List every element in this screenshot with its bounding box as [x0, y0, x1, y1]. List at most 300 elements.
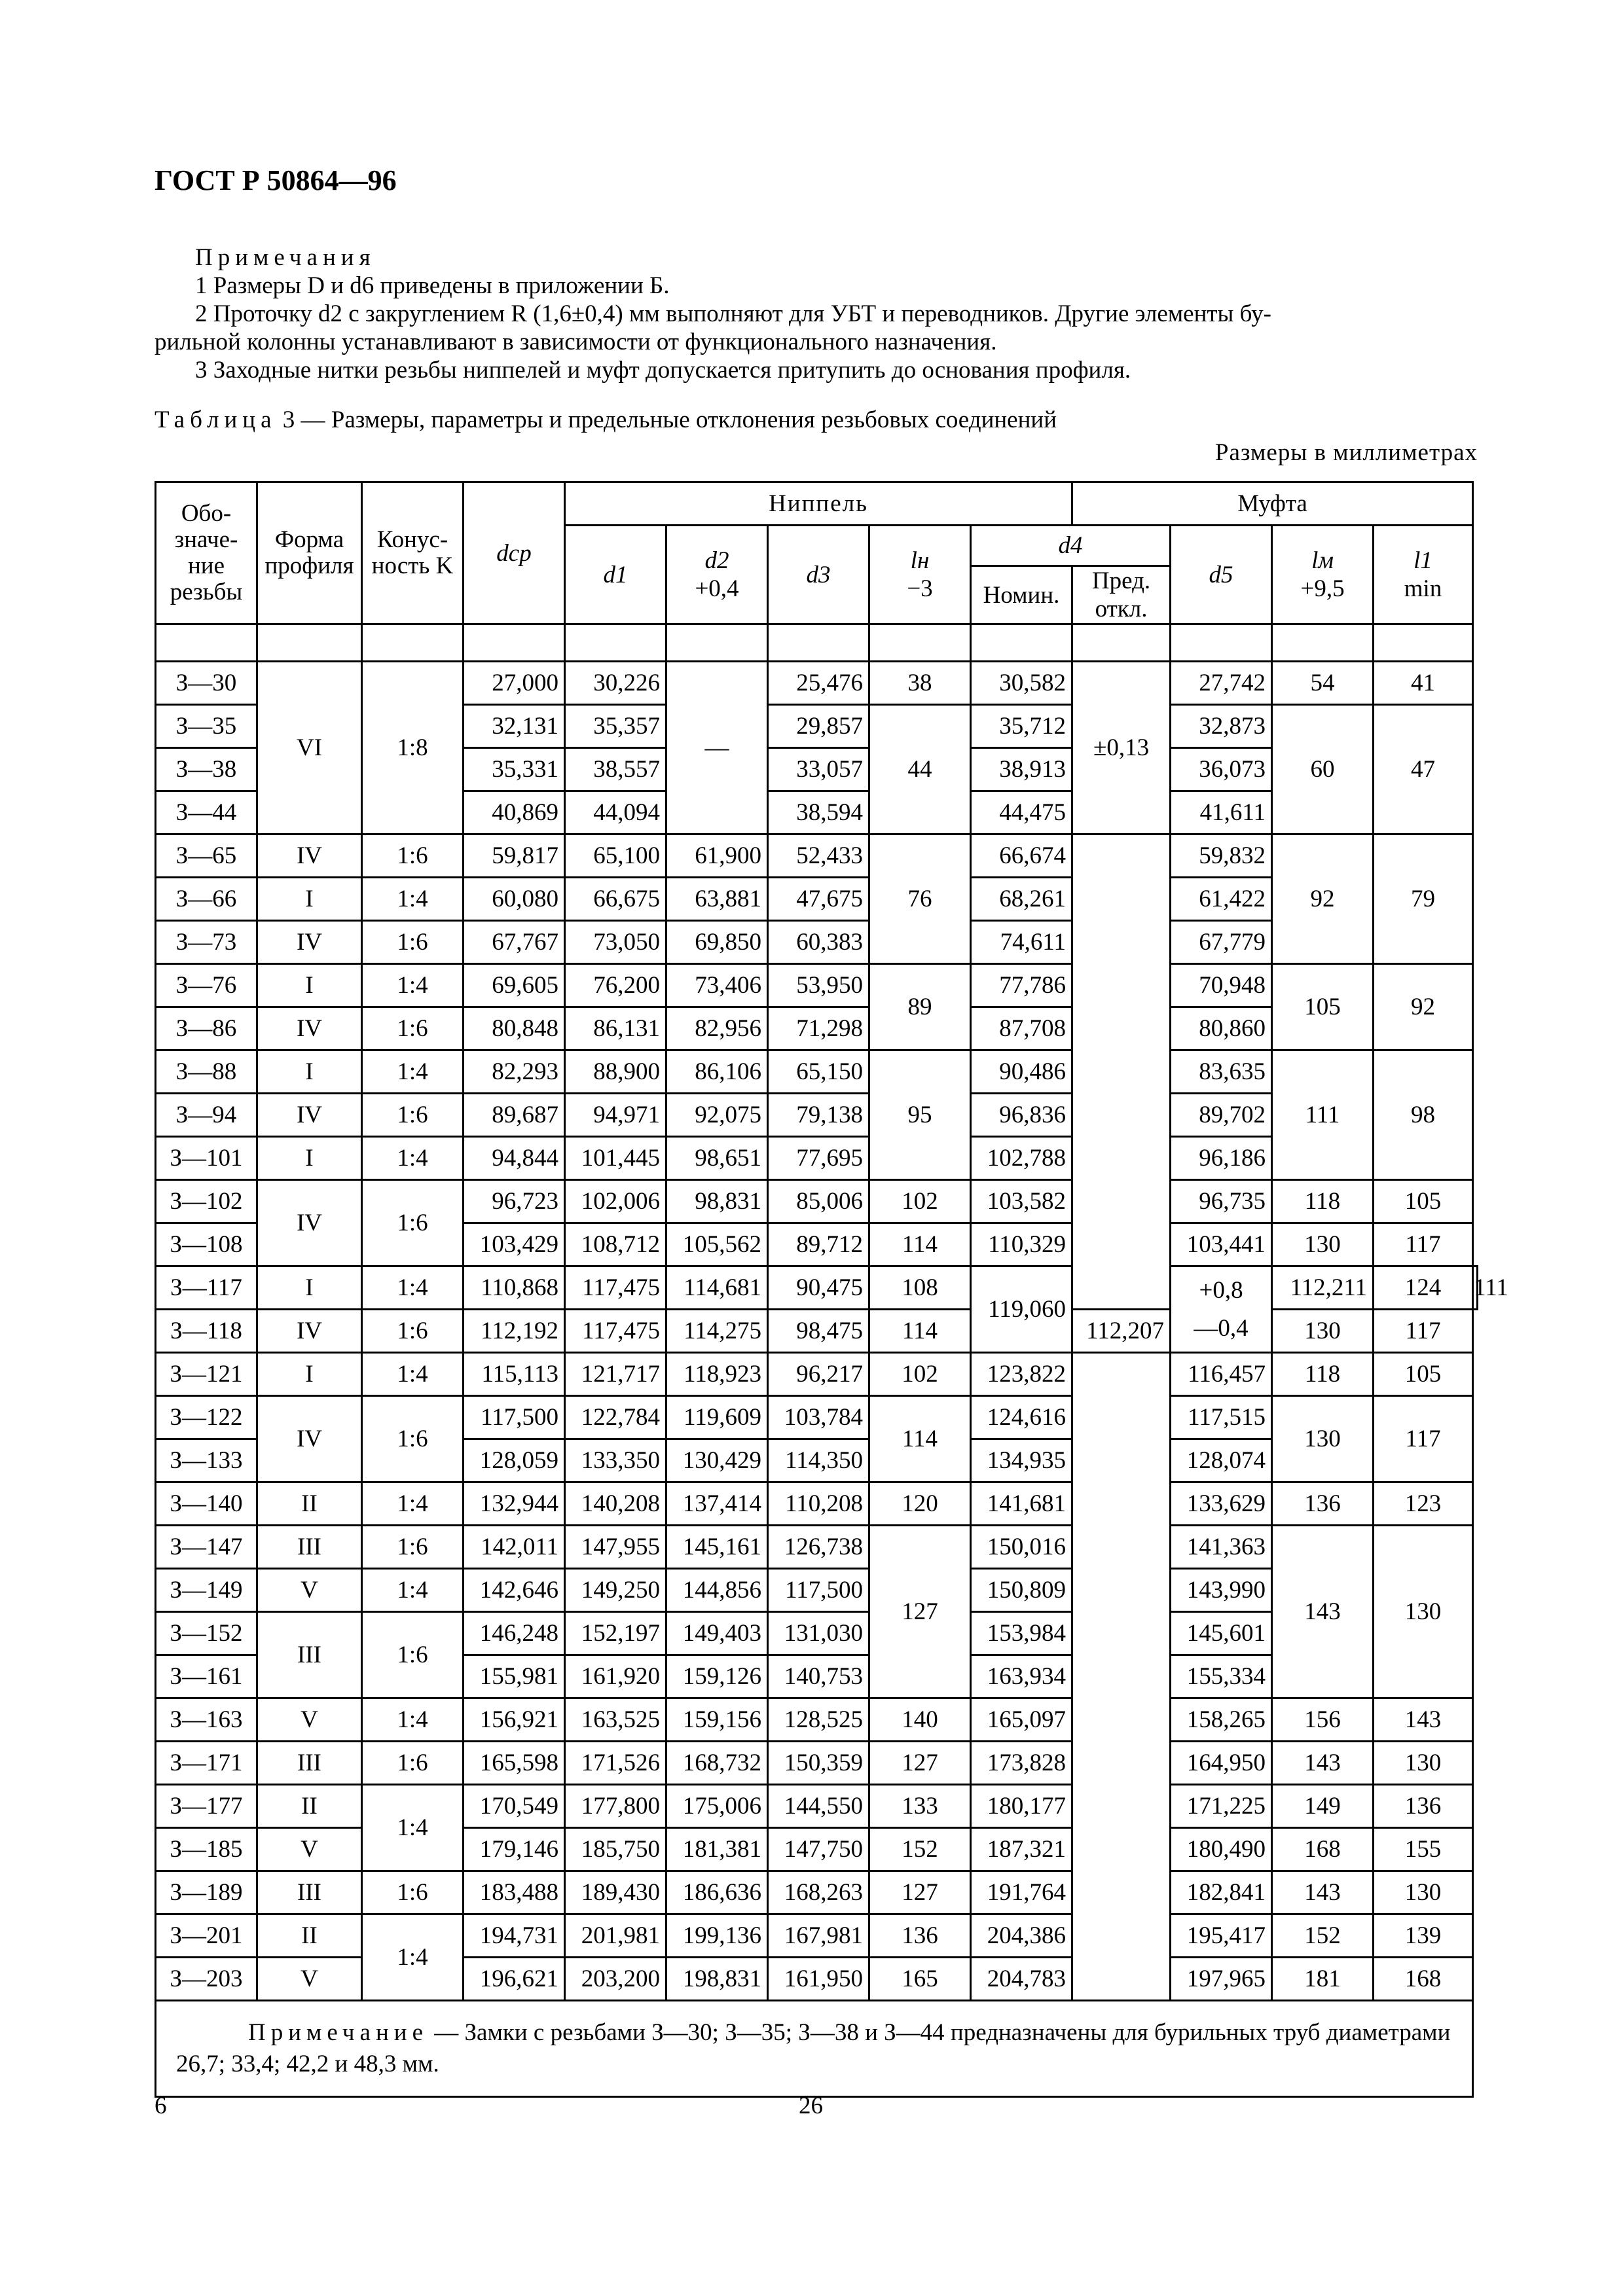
d3-value: 131,030 [768, 1612, 869, 1655]
d1-value: 117,475 [565, 1266, 666, 1310]
table-note-prefix: Примечание [248, 2019, 428, 2046]
merged-cell: 127 [869, 1526, 971, 1698]
merged-cell: 1:4 [362, 878, 464, 921]
d2-value: 114,681 [666, 1266, 768, 1310]
lm-value: 124 [1374, 1266, 1473, 1310]
d3-value: 167,981 [768, 1914, 869, 1958]
lm-value: 143 [1272, 1871, 1374, 1914]
dcp-value: 128,059 [464, 1439, 565, 1482]
thread-designation: З—108 [156, 1223, 257, 1266]
d5-value: 158,265 [1171, 1698, 1272, 1742]
taper-value: 1:6 [362, 1871, 464, 1914]
d2-value: 73,406 [666, 964, 768, 1007]
table-row [156, 1266, 1478, 1310]
d4-nominal-value: 150,016 [971, 1526, 1072, 1569]
table-row [156, 834, 1478, 878]
d1-value: 203,200 [565, 1958, 666, 2001]
d3-value: 89,712 [768, 1223, 869, 1266]
d5-value: 27,742 [1171, 662, 1272, 705]
thread-designation: З—189 [156, 1871, 257, 1914]
table-row [156, 1180, 1478, 1223]
d3-value: 98,475 [768, 1310, 869, 1353]
merged-cell: 1:6 [362, 1396, 464, 1482]
merged-cell: 1:4 [362, 1914, 464, 2001]
merged-cell: 1:6 [362, 1094, 464, 1137]
merged-cell: 41 [1374, 662, 1473, 705]
l1-value: 130 [1374, 1742, 1473, 1785]
thread-designation: З—149 [156, 1569, 257, 1612]
merged-cell: 119,060 [971, 1266, 1072, 1353]
table-row [156, 1742, 1478, 1785]
d5-value: 96,186 [1171, 1137, 1272, 1180]
merged-cell: 1:6 [362, 921, 464, 964]
dcp-value: 183,488 [464, 1871, 565, 1914]
merged-cell: I [257, 964, 362, 1007]
d3-value: 161,950 [768, 1958, 869, 2001]
thread-designation: З—65 [156, 834, 257, 878]
d4-nominal-value: 153,984 [971, 1612, 1072, 1655]
dcp-value: 103,429 [464, 1223, 565, 1266]
d4-nominal-value: 150,809 [971, 1569, 1072, 1612]
merged-cell: 114 [869, 1396, 971, 1482]
table-row [156, 1396, 1478, 1439]
d1-value: 161,920 [565, 1655, 666, 1698]
d1-value: 73,050 [565, 921, 666, 964]
l1-value: 136 [1374, 1785, 1473, 1828]
d3-value: 85,006 [768, 1180, 869, 1223]
d1-value: 201,981 [565, 1914, 666, 1958]
d1-value: 35,357 [565, 705, 666, 748]
header-lm [1272, 526, 1374, 624]
ln-value: 108 [869, 1266, 971, 1310]
table-row [156, 662, 1478, 705]
dcp-value: 35,331 [464, 748, 565, 791]
ln-value: 127 [869, 1742, 971, 1785]
d4-nominal-value: 87,708 [971, 1007, 1072, 1050]
ln-value: 136 [869, 1914, 971, 1958]
merged-cell: IV [257, 921, 362, 964]
d2-value: 69,850 [666, 921, 768, 964]
ln-value: 102 [869, 1180, 971, 1223]
d2-value: 145,161 [666, 1526, 768, 1569]
table-row [156, 1353, 1478, 1396]
lm-value: 130 [1272, 1310, 1374, 1353]
lm-value: 168 [1272, 1828, 1374, 1871]
d3-value: 53,950 [768, 964, 869, 1007]
header-designation: Обо- значе- ние резьбы [156, 482, 257, 624]
d5-value: 83,635 [1171, 1050, 1272, 1094]
merged-cell: 1:6 [362, 1612, 464, 1698]
l1-value: 111 [1473, 1266, 1478, 1310]
d3-value: 33,057 [768, 748, 869, 791]
d3-value: 60,383 [768, 921, 869, 964]
d2-value: 119,609 [666, 1396, 768, 1439]
header-profile: Форма профиля [257, 482, 362, 624]
header-d4-nominal: Номин. [971, 566, 1072, 624]
header-nipple: Ниппель [565, 482, 1072, 526]
header-l1-min: min [1404, 575, 1442, 602]
d5-value: 32,873 [1171, 705, 1272, 748]
d2-value: 105,562 [666, 1223, 768, 1266]
merged-cell: 1:4 [362, 1785, 464, 1871]
d1-value: 88,900 [565, 1050, 666, 1094]
thread-designation: З—201 [156, 1914, 257, 1958]
merged-cell: IV [257, 1007, 362, 1050]
lm-value: 152 [1272, 1914, 1374, 1958]
merged-cell: 1:4 [362, 1050, 464, 1094]
d2-value: 175,006 [666, 1785, 768, 1828]
d4-nominal-value: 30,582 [971, 662, 1072, 705]
taper-value: 1:6 [362, 1742, 464, 1785]
page-number-left: 6 [155, 2092, 167, 2119]
d3-value: 47,675 [768, 878, 869, 921]
table-row [156, 1526, 1478, 1569]
ln-value: 133 [869, 1785, 971, 1828]
d3-value: 52,433 [768, 834, 869, 878]
thread-designation: З—163 [156, 1698, 257, 1742]
dcp-value: 60,080 [464, 878, 565, 921]
header-d1: d1 [565, 526, 666, 624]
d4-nominal-value: 180,177 [971, 1785, 1072, 1828]
merged-cell: 1:8 [362, 662, 464, 834]
dcp-value: 112,192 [464, 1310, 565, 1353]
thread-designation: З—117 [156, 1266, 257, 1310]
table-row [156, 1785, 1478, 1828]
merged-cell: 1:6 [362, 1007, 464, 1050]
d4-nominal-value: 90,486 [971, 1050, 1072, 1094]
d4-nominal-value: 204,386 [971, 1914, 1072, 1958]
d5-value: 70,948 [1171, 964, 1272, 1007]
lm-value: 118 [1272, 1180, 1374, 1223]
merged-cell: 92 [1272, 834, 1374, 964]
dcp-value: 146,248 [464, 1612, 565, 1655]
d2-value: 114,275 [666, 1310, 768, 1353]
merged-cell: 117 [1374, 1396, 1473, 1482]
header-d4-deviation: Пред. откл. [1072, 566, 1171, 624]
table-row [156, 1050, 1478, 1094]
note-line: 3 Заходные нитки резьбы ниппелей и муфт допускается притупить до основания профиля. [195, 357, 1131, 384]
table-row [156, 1958, 1478, 2001]
d5-value: 143,990 [1171, 1569, 1272, 1612]
d3-value: 114,350 [768, 1439, 869, 1482]
thread-designation: З—101 [156, 1137, 257, 1180]
table-caption-prefix: Таблица [155, 406, 277, 433]
d5-value: 36,073 [1171, 748, 1272, 791]
ln-value: 152 [869, 1828, 971, 1871]
merged-cell: 76 [869, 834, 971, 964]
d5-value: 103,441 [1171, 1223, 1272, 1266]
merged-cell: IV [257, 1094, 362, 1137]
deviation-plus-minus [1171, 1266, 1272, 1353]
d1-value: 122,784 [565, 1396, 666, 1439]
d1-value: 147,955 [565, 1526, 666, 1569]
l1-value: 117 [1374, 1310, 1473, 1353]
d5-value: 89,702 [1171, 1094, 1272, 1137]
header-lm-tolerance: +9,5 [1300, 575, 1345, 602]
d2-value: 159,126 [666, 1655, 768, 1698]
lm-value: 136 [1272, 1482, 1374, 1526]
d4-nominal-value: 38,913 [971, 748, 1072, 791]
merged-cell: 95 [869, 1050, 971, 1180]
taper-value: 1:4 [362, 1353, 464, 1396]
profile-form: III [257, 1526, 362, 1569]
d2-value: 186,636 [666, 1871, 768, 1914]
d5-value: 141,363 [1171, 1526, 1272, 1569]
thread-designation: З—133 [156, 1439, 257, 1482]
d1-value: 38,557 [565, 748, 666, 791]
d5-value: 112,207 [1072, 1310, 1171, 1353]
thread-designation: З—44 [156, 791, 257, 834]
d4-nominal-value: 66,674 [971, 834, 1072, 878]
document-code: ГОСТ Р 50864—96 [155, 164, 397, 196]
merged-cell: IV [257, 1180, 362, 1266]
d4-nominal-value: 77,786 [971, 964, 1072, 1007]
note-line: 2 Проточку d2 с закруглением R (1,6±0,4) мм выполняют для УБТ и переводников. Другие элементы бу- [195, 300, 1271, 327]
d2-value: 168,732 [666, 1742, 768, 1785]
d1-value: 30,226 [565, 662, 666, 705]
d5-value: 96,735 [1171, 1180, 1272, 1223]
thread-designation: З—203 [156, 1958, 257, 2001]
merged-cell: 111 [1272, 1050, 1374, 1180]
lm-value: 156 [1272, 1698, 1374, 1742]
profile-form: I [257, 1266, 362, 1310]
units-label: Размеры в миллиметрах [1214, 439, 1478, 466]
d4-nominal-value: 191,764 [971, 1871, 1072, 1914]
deviation-cell-blank [1072, 834, 1171, 1310]
d4-nominal-value: 204,783 [971, 1958, 1072, 2001]
d5-value: 180,490 [1171, 1828, 1272, 1871]
lm-value: 143 [1272, 1742, 1374, 1785]
d1-value: 163,525 [565, 1698, 666, 1742]
thread-designation: З—121 [156, 1353, 257, 1396]
l1-value: 117 [1374, 1223, 1473, 1266]
thread-designation: З—140 [156, 1482, 257, 1526]
merged-cell: IV [257, 834, 362, 878]
thread-designation: З—35 [156, 705, 257, 748]
dcp-value: 110,868 [464, 1266, 565, 1310]
merged-cell: 54 [1272, 662, 1374, 705]
d2-value: 181,381 [666, 1828, 768, 1871]
header-taper: Конус- ность K [362, 482, 464, 624]
thread-designation: З—73 [156, 921, 257, 964]
ln-value: 114 [869, 1310, 971, 1353]
dcp-value: 156,921 [464, 1698, 565, 1742]
merged-cell: IV [257, 1396, 362, 1482]
d5-value: 61,422 [1171, 878, 1272, 921]
merged-cell: 44 [869, 705, 971, 834]
d5-value: 128,074 [1171, 1439, 1272, 1482]
d4-nominal-value: 173,828 [971, 1742, 1072, 1785]
dcp-value: 117,500 [464, 1396, 565, 1439]
header-dcp: dср [464, 482, 565, 624]
taper-value: 1:6 [362, 1526, 464, 1569]
d3-value: 168,263 [768, 1871, 869, 1914]
d2-value: 149,403 [666, 1612, 768, 1655]
profile-form: II [257, 1482, 362, 1526]
l1-value: 168 [1374, 1958, 1473, 2001]
d1-value: 76,200 [565, 964, 666, 1007]
d5-value: 116,457 [1171, 1353, 1272, 1396]
table-row [156, 1698, 1478, 1742]
thread-designation: З—76 [156, 964, 257, 1007]
thread-designation: З—30 [156, 662, 257, 705]
notes-heading: Примечания [195, 244, 376, 271]
profile-form: V [257, 1698, 362, 1742]
merged-cell: 1:6 [362, 834, 464, 878]
d3-value: 71,298 [768, 1007, 869, 1050]
ln-value: 102 [869, 1353, 971, 1396]
header-d2-symbol: d2 [704, 547, 729, 574]
dcp-value: 89,687 [464, 1094, 565, 1137]
d4-nominal-value: 68,261 [971, 878, 1072, 921]
deviation-cell-blank [1072, 1353, 1171, 2001]
d1-value: 102,006 [565, 1180, 666, 1223]
table-caption-text: 3 — Размеры, параметры и предельные отклонения резьбовых соединений [282, 406, 1057, 433]
d5-value: 112,211 [1272, 1266, 1374, 1310]
note-line: 1 Размеры D и d6 приведены в приложении Б. [195, 272, 670, 299]
d3-value: 103,784 [768, 1396, 869, 1439]
d5-value: 41,611 [1171, 791, 1272, 834]
merged-cell: I [257, 878, 362, 921]
header-l1 [1374, 526, 1473, 624]
l1-value: 155 [1374, 1828, 1473, 1871]
d5-value: 80,860 [1171, 1007, 1272, 1050]
thread-designation: З—185 [156, 1828, 257, 1871]
l1-value: 105 [1374, 1353, 1473, 1396]
l1-value: 123 [1374, 1482, 1473, 1526]
thread-designation: З—88 [156, 1050, 257, 1094]
thread-designation: З—38 [156, 748, 257, 791]
table-row [156, 1828, 1478, 1871]
header-ln-symbol: lн [910, 547, 930, 574]
d2-value: 61,900 [666, 834, 768, 878]
d1-value: 171,526 [565, 1742, 666, 1785]
deviation-minus: —0,4 [1194, 1314, 1249, 1342]
d2-value: 118,923 [666, 1353, 768, 1396]
thread-designation: З—102 [156, 1180, 257, 1223]
d2-value: 198,831 [666, 1958, 768, 2001]
header-l1-symbol: l1 [1413, 547, 1432, 574]
thread-designation: З—66 [156, 878, 257, 921]
thread-designation: З—152 [156, 1612, 257, 1655]
merged-cell: 92 [1374, 964, 1473, 1050]
merged-cell: 130 [1374, 1526, 1473, 1698]
d3-value: 96,217 [768, 1353, 869, 1396]
merged-cell: VI [257, 662, 362, 834]
d4-nominal-value: 96,836 [971, 1094, 1072, 1137]
lm-value: 181 [1272, 1958, 1374, 2001]
d1-value: 185,750 [565, 1828, 666, 1871]
d3-value: 79,138 [768, 1094, 869, 1137]
profile-form: V [257, 1958, 362, 2001]
d3-value: 90,475 [768, 1266, 869, 1310]
header-d4: d4 [971, 526, 1171, 566]
dcp-value: 82,293 [464, 1050, 565, 1094]
thread-designation: З—177 [156, 1785, 257, 1828]
d4-nominal-value: 74,611 [971, 921, 1072, 964]
lm-value: 149 [1272, 1785, 1374, 1828]
dcp-value: 165,598 [464, 1742, 565, 1785]
d1-value: 66,675 [565, 878, 666, 921]
d1-value: 86,131 [565, 1007, 666, 1050]
profile-form: III [257, 1742, 362, 1785]
table-note-row [156, 2001, 1478, 2097]
lm-value: 130 [1272, 1223, 1374, 1266]
dcp-value: 196,621 [464, 1958, 565, 2001]
merged-cell: 143 [1272, 1526, 1374, 1698]
d5-value: 155,334 [1171, 1655, 1272, 1698]
profile-form: II [257, 1785, 362, 1828]
dcp-value: 32,131 [464, 705, 565, 748]
d4-nominal-value: 163,934 [971, 1655, 1072, 1698]
d1-value: 44,094 [565, 791, 666, 834]
header-d3: d3 [768, 526, 869, 624]
d3-value: 144,550 [768, 1785, 869, 1828]
d3-value: 150,359 [768, 1742, 869, 1785]
d1-value: 94,971 [565, 1094, 666, 1137]
table-note [156, 2001, 1473, 2097]
l1-value: 105 [1374, 1180, 1473, 1223]
d5-value: 164,950 [1171, 1742, 1272, 1785]
d4-nominal-value: 124,616 [971, 1396, 1072, 1439]
d3-value: 65,150 [768, 1050, 869, 1094]
header-d2 [666, 526, 768, 624]
d2-value: 82,956 [666, 1007, 768, 1050]
d3-value: 140,753 [768, 1655, 869, 1698]
thread-designation: З—118 [156, 1310, 257, 1353]
dcp-value: 132,944 [464, 1482, 565, 1526]
merged-cell: — [666, 662, 768, 834]
profile-form: V [257, 1569, 362, 1612]
d1-value: 133,350 [565, 1439, 666, 1482]
merged-cell: 1:6 [362, 1180, 464, 1266]
dcp-value: 142,011 [464, 1526, 565, 1569]
d2-value: 159,156 [666, 1698, 768, 1742]
d4-nominal-value: 103,582 [971, 1180, 1072, 1223]
dcp-value: 194,731 [464, 1914, 565, 1958]
d1-value: 117,475 [565, 1310, 666, 1353]
d3-value: 147,750 [768, 1828, 869, 1871]
table-note-text: — Замки с резьбами З—30; З—35; З—38 и З—44 предназначены для бурильных труб диаметрами 26,7; 33,4; 42,2 и 48,3 мм. [176, 2019, 1451, 2077]
d2-value: 63,881 [666, 878, 768, 921]
dcp-value: 155,981 [464, 1655, 565, 1698]
note-line: рильной колонны устанавливают в зависимости от функционального назначения. [155, 329, 997, 355]
dcp-value: 27,000 [464, 662, 565, 705]
merged-cell: 47 [1374, 705, 1473, 834]
dcp-value: 80,848 [464, 1007, 565, 1050]
merged-cell: 1:4 [362, 1137, 464, 1180]
d5-value: 117,515 [1171, 1396, 1272, 1439]
l1-value: 139 [1374, 1914, 1473, 1958]
thread-designation: З—171 [156, 1742, 257, 1785]
thread-designation: З—94 [156, 1094, 257, 1137]
d1-value: 101,445 [565, 1137, 666, 1180]
d4-nominal-value: 134,935 [971, 1439, 1072, 1482]
d5-value: 195,417 [1171, 1914, 1272, 1958]
d4-nominal-value: 187,321 [971, 1828, 1072, 1871]
d1-value: 121,717 [565, 1353, 666, 1396]
ln-value: 165 [869, 1958, 971, 2001]
header-d5: d5 [1171, 526, 1272, 624]
d3-value: 77,695 [768, 1137, 869, 1180]
ln-value: 120 [869, 1482, 971, 1526]
d5-value: 182,841 [1171, 1871, 1272, 1914]
header-ln [869, 526, 971, 624]
d1-value: 177,800 [565, 1785, 666, 1828]
d4-nominal-value: 165,097 [971, 1698, 1072, 1742]
taper-value: 1:4 [362, 1569, 464, 1612]
d3-value: 110,208 [768, 1482, 869, 1526]
